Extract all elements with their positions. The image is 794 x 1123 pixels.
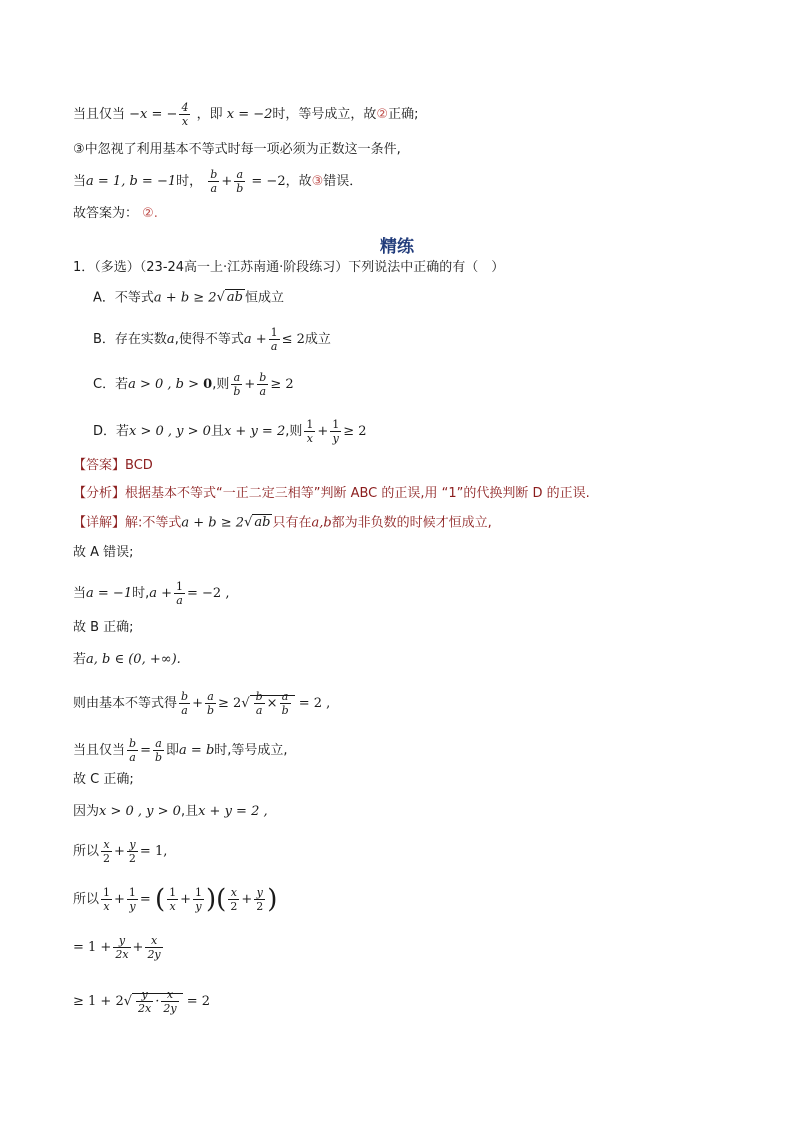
option-c: C．若a > 0 , b > 0,则 $\frac{a}{b}$ + $\frac{b}{a}$ ≥ 2: [93, 371, 294, 398]
math-expr: a > 0 , b > 0: [128, 377, 213, 392]
text-segment: ,则: [285, 424, 303, 439]
text-segment: 故答案为：: [73, 206, 139, 221]
option-a: [93, 288, 284, 309]
math-var: a,b: [311, 515, 332, 531]
text-line: [73, 650, 181, 670]
fraction: $\frac{1}{a}$: [270, 326, 278, 353]
fraction: $\frac{x}{2y}$: [147, 934, 161, 961]
text-segment: 时,: [132, 586, 150, 601]
text-segment: ，即: [196, 107, 223, 122]
fraction: $\frac{b}{a}$: [259, 371, 267, 398]
fraction: $\frac{a}{b}$: [206, 690, 215, 717]
text-segment: 只有在: [272, 515, 312, 531]
sqrt: √ ab: [244, 515, 271, 530]
text-segment: 当: [73, 174, 87, 189]
math-expr: a +: [149, 586, 173, 601]
text-line: 当a = 1, b = −1时， $\frac{b}{a}$ + $\frac{a}{b}$ = −2，故③错误．: [73, 168, 363, 195]
sqrt: √ ab: [216, 290, 243, 305]
text-line: ③中忽视了利用基本不等式时每一项必须为正数这一条件,: [73, 142, 401, 157]
text-segment: 成立: [304, 332, 331, 347]
text-segment: 则由基本不等式得: [73, 696, 178, 711]
text-segment: 即: [166, 743, 180, 758]
math-expr: a: [166, 332, 175, 347]
math-expr: a = 1, b = −1: [86, 174, 177, 189]
fraction: $\frac{1}{a}$: [176, 580, 184, 607]
text-line: [73, 802, 268, 822]
text-line: [73, 101, 418, 128]
math-expr: a = −1: [86, 586, 133, 601]
answer-label: 【答案】BCD: [73, 458, 153, 473]
text-segment: 正确;: [388, 107, 419, 122]
math-expr: −x = −: [129, 107, 178, 122]
text-line: = 1 + $\frac{y}{2x}$ + $\frac{x}{2y}$: [73, 934, 161, 961]
fraction: $\frac{a}{b}$: [233, 371, 241, 398]
text-segment: ，故: [285, 174, 312, 189]
math-expr: a + b ≥ 2: [153, 290, 217, 306]
text-segment: ,则: [212, 377, 230, 392]
text-segment: ,使得不等式: [174, 332, 244, 347]
text-segment: 时，: [176, 174, 203, 189]
text-segment: ,且: [180, 804, 199, 819]
text-segment: 所以: [73, 892, 100, 907]
text-segment: 当且仅当: [73, 743, 126, 758]
fraction: $\frac{a}{b}$: [236, 168, 244, 195]
text-segment: D．若: [93, 424, 130, 439]
text-line: 故 C 正确;: [73, 772, 134, 787]
text-line: [73, 204, 158, 224]
analysis: 【分析】根据基本不等式“一正二定三相等”判断 ABC 的正误,用 “1”的代换判断 D 的正误.: [73, 486, 590, 501]
math-expr: a + b ≥ 2: [181, 515, 245, 531]
fraction: $\frac{1}{y}$: [332, 418, 340, 445]
text-line: 故 B 正确;: [73, 620, 134, 635]
math-expr: x = −2: [226, 107, 273, 122]
text-line: 当且仅当 $\frac{b}{a}$ = $\frac{a}{b}$ 即a = b时,等号成立,: [73, 737, 288, 764]
circled-number: ③: [311, 174, 324, 189]
math-expr: a +: [243, 332, 267, 347]
detail-intro: [73, 513, 492, 534]
math-expr: x > 0 , y > 0: [99, 804, 181, 819]
fraction: $\frac{b}{a}$: [181, 690, 189, 717]
text-segment: A．不等式: [93, 290, 154, 306]
fraction: $\frac{b}{a}$: [129, 737, 137, 764]
text-segment: 【详解】解:不等式: [73, 515, 182, 531]
text-line: 所以 $\frac{x}{2}$ + $\frac{y}{2}$ = 1,: [73, 838, 168, 865]
text-line: 故 A 错误;: [73, 545, 134, 560]
math-expr: a, b ∈ (0, +∞).: [86, 652, 181, 667]
fraction: $\frac{y}{2x}$: [115, 934, 129, 961]
option-b: B．存在实数a,使得不等式a + $\frac{1}{a}$ ≤ 2成立: [93, 326, 331, 353]
circled-number: ②: [376, 107, 389, 122]
fraction: $\frac{y}{2}$: [128, 838, 136, 865]
text-line: ≥ 1 + 2√ $\frac{y}{2x}$ · $\frac{x}{2y}$ = 2: [73, 988, 211, 1015]
math-expr: a = b: [179, 743, 215, 758]
fraction: $\frac{x}{2}$: [103, 838, 111, 865]
fraction: $\frac{1}{x}$: [306, 418, 314, 445]
text-segment: 当且仅当: [73, 107, 126, 122]
text-line: 当a = −1时,a + $\frac{1}{a}$ = −2 ,: [73, 580, 230, 607]
section-title: 精练: [380, 237, 414, 257]
text-segment: 时，等号成立，故: [272, 107, 377, 122]
answer-value: ②.: [142, 206, 158, 221]
text-segment: 时,等号成立,: [214, 743, 288, 758]
question-stem: 1．（多选）（23-24高一上·江苏南通·阶段练习）下列说法中正确的有（ ）: [73, 260, 505, 275]
fraction: $\frac{1}{x}$: [103, 886, 111, 913]
fraction: $\frac{b}{a}$: [210, 168, 218, 195]
text-segment: 都为非负数的时候才恒成立,: [331, 515, 492, 531]
text-segment: 且: [210, 424, 224, 439]
text-segment: 错误．: [323, 174, 363, 189]
math-expr: x + y = 2: [223, 424, 286, 439]
fraction: $\frac{a}{b}$: [154, 737, 163, 764]
text-segment: C．若: [93, 377, 129, 392]
text-segment: 所以: [73, 844, 100, 859]
math-expr: x > 0 , y > 0: [129, 424, 211, 439]
text-segment: B．存在实数: [93, 332, 167, 347]
fraction: $\frac{1}{y}$: [128, 886, 136, 913]
text-segment: 若: [73, 652, 87, 667]
text-line: 则由基本不等式得 $\frac{b}{a}$ + $\frac{a}{b}$ ≥ 2√ $\frac{b}{a}$ × $\frac{a}{b}$ = 2 ,: [73, 690, 331, 717]
option-d: D．若x > 0 , y > 0且x + y = 2,则 $\frac{1}{x}$ + $\frac{1}{y}$ ≥ 2: [93, 418, 367, 445]
text-segment: 因为: [73, 804, 100, 819]
text-line: 所以 $\frac{1}{x}$ + $\frac{1}{y}$ = ( $\frac{1}{x}$ + $\frac{1}{y}$ )( $\frac{x}{2}$ + $\frac{y}{2}$ ): [73, 884, 278, 915]
text-segment: 当: [73, 586, 87, 601]
math-expr: x + y = 2 ,: [198, 804, 268, 819]
sqrt: √ $\frac{b}{a}$ × $\frac{a}{b}$: [241, 690, 294, 717]
text-segment: 恒成立: [244, 290, 284, 306]
fraction: $\frac{4}{x}$: [181, 101, 189, 128]
sqrt: √ $\frac{y}{2x}$ · $\frac{x}{2y}$: [124, 988, 183, 1015]
